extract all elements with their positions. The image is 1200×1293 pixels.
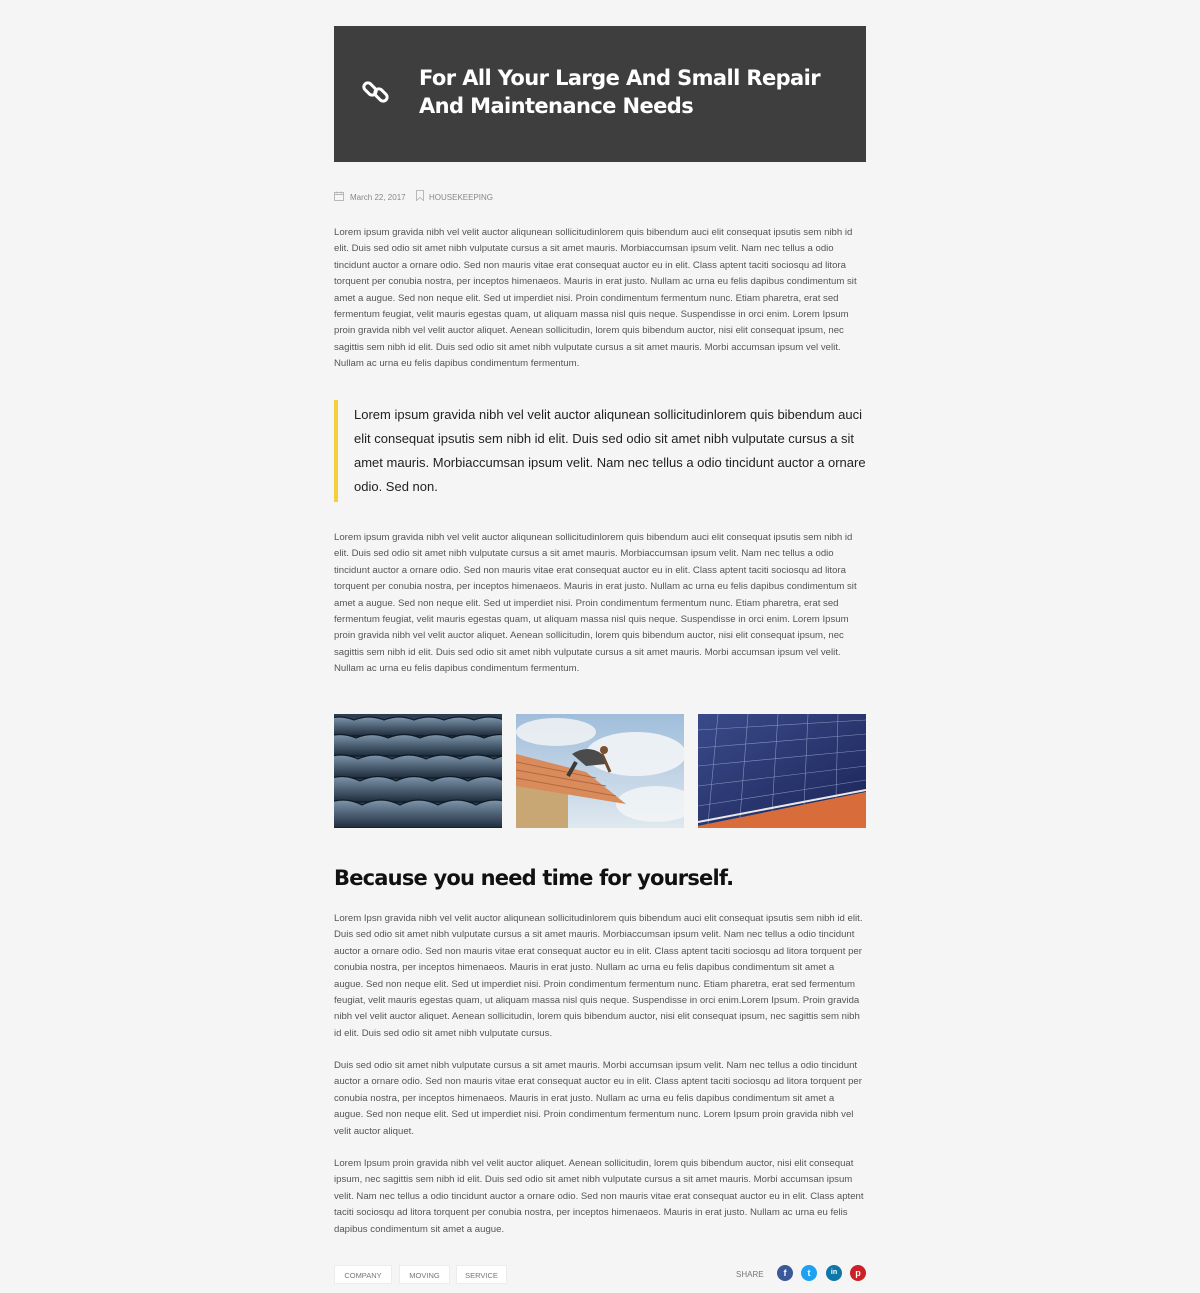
tag-moving[interactable]: MOVING bbox=[399, 1265, 450, 1284]
post-paragraph-4: Duis sed odio sit amet nibh vulputate cursus a sit amet mauris. Morbi accumsan ipsum velit. Nam nec tellus a odio tincidunt auctor a ornare odio. Sed non mauris vitae erat consequat auctor eu in elit. Class aptent taciti sociosqu ad litora torquent per conubia nostra, per inceptos himenaeos. Mauris in erat justo. Nullam ac urna eu felis dapibus condimentum sit amet a augue. Sed non neque elit. Sed ut imperdiet nisi. Proin condimentum fermentum nunc. Lorem Ipsum proin gravida nibh vel velit auctor aliquet. bbox=[334, 1060, 862, 1137]
tag-service[interactable]: SERVICE bbox=[456, 1265, 507, 1284]
blockquote-text: Lorem ipsum gravida nibh vel velit auctor aliqunean sollicitudinlorem quis bibendum auci elit consequat ipsutis sem nibh id elit. Duis sed odio sit amet nibh vulputate cursus a sit amet mauris. Morbiaccumsan ipsum velit. Nam nec tellus a odio tincidunt auctor a ornare odio. Sed non. bbox=[354, 407, 866, 494]
roofer-worker-image[interactable] bbox=[516, 714, 684, 828]
post-paragraph-1: Lorem ipsum gravida nibh vel velit auctor aliqunean sollicitudinlorem quis bibendum auci elit consequat ipsutis sem nibh id elit. Duis sed odio sit amet nibh vulputate cursus a sit amet mauris. Morbiaccumsan ipsum velit. Nam nec tellus a odio tincidunt auctor a ornare odio. Sed non mauris vitae erat consequat auctor eu in elit. Class aptent taciti sociosqu ad litora torquent per conubia nostra, per inceptos himenaeos. Mauris in erat justo. Nullam ac urna eu felis dapibus condimentum sit amet a augue. Sed non neque elit. Sed ut imperdiet nisi. Proin condimentum fermentum nunc. Etiam pharetra, erat sed fermentum feugiat, velit mauris egestas quam, ut aliquam massa nisl quis neque. Suspendisse in orci enim. Lorem Ipsum proin gravida nibh vel velit auctor aliquet. Aenean sollicitudin, lorem quis bibendum auctor, nisi elit consequat ipsum, nec sagittis sem nibh id elit. Duis sed odio sit amet nibh vulputate cursus a sit amet mauris. Morbi accumsan ipsum vel velit. Nullam ac urna eu felis dapibus condimentum fermentum. bbox=[334, 227, 857, 370]
link-icon bbox=[360, 76, 392, 108]
twitter-icon[interactable]: t bbox=[801, 1265, 817, 1281]
blockquote bbox=[334, 400, 866, 502]
share-label: SHARE bbox=[736, 1270, 764, 1279]
bookmark-icon bbox=[416, 190, 424, 201]
post-paragraph-2: Lorem ipsum gravida nibh vel velit auctor aliqunean sollicitudinlorem quis bibendum auci elit consequat ipsutis sem nibh id elit. Duis sed odio sit amet nibh vulputate cursus a sit amet mauris. Morbiaccumsan ipsum velit. Nam nec tellus a odio tincidunt auctor a ornare odio. Sed non mauris vitae erat consequat auctor eu in elit. Class aptent taciti sociosqu ad litora torquent per conubia nostra, per inceptos himenaeos. Mauris in erat justo. Nullam ac urna eu felis dapibus condimentum sit amet a augue. Sed non neque elit. Sed ut imperdiet nisi. Proin condimentum fermentum nunc. Etiam pharetra, erat sed fermentum feugiat, velit mauris egestas quam, ut aliquam massa nisl quis neque. Suspendisse in orci enim. Lorem Ipsum proin gravida nibh vel velit auctor aliquet. Aenean sollicitudin, lorem quis bibendum auctor, nisi elit consequat ipsum, nec sagittis sem nibh id elit. Duis sed odio sit amet nibh vulputate cursus a sit amet mauris. Morbi accumsan ipsum vel velit. Nullam ac urna eu felis dapibus condimentum fermentum. bbox=[334, 532, 857, 675]
linkedin-icon[interactable]: in bbox=[826, 1265, 842, 1281]
calendar-icon bbox=[334, 191, 344, 201]
link-post-title[interactable]: For All Your Large And Small Repair And Maintenance Needs bbox=[419, 66, 820, 118]
section-heading: Because you need time for yourself. bbox=[334, 866, 734, 890]
post-category-link[interactable]: HOUSEKEEPING bbox=[429, 193, 494, 202]
post-paragraph-3: Lorem Ipsn gravida nibh vel velit auctor aliqunean sollicitudinlorem quis bibendum auci elit consequat ipsutis sem nibh id elit. Duis sed odio sit amet nibh vulputate cursus a sit amet mauris. Morbiaccumsan ipsum velit. Nam nec tellus a odio tincidunt auctor a ornare odio. Sed non mauris vitae erat consequat auctor eu in elit. Class aptent taciti sociosqu ad litora torquent per conubia nostra, per inceptos himenaeos. Mauris in erat justo. Nullam ac urna eu felis dapibus condimentum sit amet a augue. Sed non neque elit. Sed ut imperdiet nisi. Proin condimentum fermentum nunc. Etiam pharetra, erat sed fermentum feugiat, velit mauris egestas quam, ut aliquam massa nisl quis neque. Suspendisse in orci enim.Lorem Ipsum. Proin gravida nibh vel velit auctor aliquet. Aenean sollicitudin, lorem quis bibendum auctor, nisi elit consequat ipsum, nec sagittis sem nibh id elit. Duis sed odio sit amet nibh vulputate cursus. bbox=[334, 913, 863, 1039]
image-gallery bbox=[334, 714, 866, 828]
pinterest-icon[interactable]: p bbox=[850, 1265, 866, 1281]
link-post-banner[interactable] bbox=[334, 26, 866, 162]
solar-panels-image[interactable] bbox=[698, 714, 866, 828]
post-paragraph-5: Lorem Ipsum proin gravida nibh vel velit auctor aliquet. Aenean sollicitudin, lorem quis bibendum auctor, nisi elit consequat ipsum, nec sagittis sem nibh id elit. Duis sed odio sit amet nibh vulputate cursus a sit amet mauris. Morbi accumsan ipsum velit. Nam nec tellus a odio tincidunt auctor a ornare odio. Sed non mauris vitae erat consequat auctor eu in elit. Class aptent taciti sociosqu ad litora torquent per conubia nostra, per inceptos himenaeos. Mauris in erat justo. Nullam ac urna eu felis dapibus condimentum sit amet a augue. bbox=[334, 1158, 864, 1235]
tag-company[interactable]: COMPANY bbox=[334, 1265, 392, 1284]
facebook-icon[interactable]: f bbox=[777, 1265, 793, 1281]
post-date: March 22, 2017 bbox=[350, 193, 406, 202]
share-bar bbox=[726, 1265, 866, 1283]
roof-tiles-image[interactable] bbox=[334, 714, 502, 828]
